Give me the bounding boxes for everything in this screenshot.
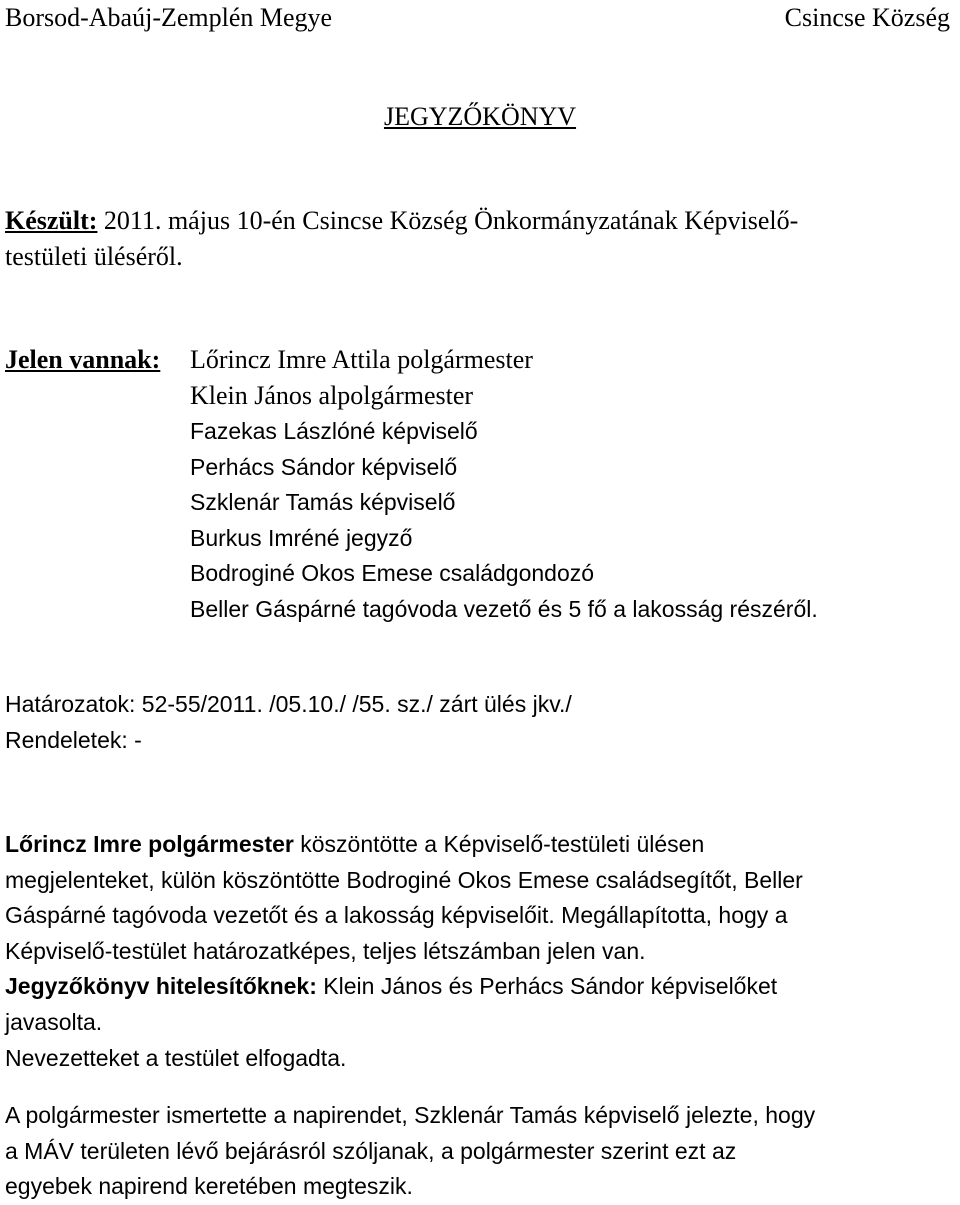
- attendees-row-3: [5, 414, 478, 450]
- attendees-row-5: [5, 485, 456, 521]
- attendee-item: Perhács Sándor képviselő: [190, 453, 458, 480]
- paragraph-line: a MÁV területen lévő bejárásról szóljanak, a polgármester szerint ezt az: [5, 1137, 737, 1164]
- rendeletek-line: Rendeletek: -: [5, 726, 142, 753]
- attendees-block: [5, 342, 818, 628]
- keszult-line-2: testületi üléséről.: [5, 242, 183, 271]
- authenticators-label: Jegyzőkönyv hitelesítőknek:: [5, 973, 317, 1000]
- paragraph-line: javasolta.: [5, 1008, 103, 1035]
- attendees-row-6: [5, 521, 413, 557]
- keszult-text: 2011. május 10-én Csincse Község Önkormányzatának Képviselő-: [97, 206, 799, 235]
- attendee-item: Bodroginé Okos Emese családgondozó: [190, 560, 595, 587]
- keszult-label: Készült:: [5, 206, 98, 235]
- county-header: Borsod-Abaúj-Zemplén Megye: [5, 3, 333, 32]
- attendees-row-7: [5, 556, 595, 592]
- attendee-item: Burkus Imréné jegyző: [190, 524, 413, 551]
- attendee-item: Klein János alpolgármester: [190, 381, 474, 410]
- paragraph-line: [5, 969, 955, 1005]
- document-title: [0, 99, 960, 135]
- paragraph-line: megjelenteket, külön köszöntötte Bodroginé Okos Emese családsegítőt, Beller: [5, 866, 803, 893]
- attendees-row-4: [5, 450, 458, 486]
- village-header: Csincse Község: [784, 3, 950, 32]
- paragraph-line: Gáspárné tagóvoda vezetőt és a lakosság képviselőit. Megállapította, hogy a: [5, 902, 788, 929]
- mayor-name: Lőrincz Imre polgármester: [5, 831, 294, 857]
- paragraph-text: köszöntötte a Képviselő-testületi ülésen: [293, 831, 705, 857]
- attendees-row-1: [5, 342, 533, 378]
- keszult-block: [5, 203, 950, 275]
- paragraph-line: egyebek napirend keretében megteszik.: [5, 1173, 413, 1200]
- attendee-item: Lőrincz Imre Attila polgármester: [190, 345, 533, 374]
- paragraph-line: [5, 827, 955, 863]
- attendee-item: Szklenár Tamás képviselő: [190, 489, 456, 516]
- paragraph-text: Klein János és Perhács Sándor képviselőket: [316, 973, 778, 1000]
- paragraph-line: Nevezetteket a testület elfogadta.: [5, 1044, 347, 1071]
- attendees-label: Jelen vannak:: [5, 345, 161, 374]
- attendee-item: Fazekas Lászlóné képviselő: [190, 418, 478, 444]
- hatarozatok-line: Határozatok: 52-55/2011. /05.10./ /55. sz./ zárt ülés jkv./: [5, 691, 572, 717]
- opening-paragraph: [5, 827, 955, 1076]
- attendees-row-8: [5, 592, 818, 628]
- agenda-paragraph: [5, 1098, 955, 1205]
- paragraph-line: Képviselő-testület határozatképes, teljes létszámban jelen van.: [5, 937, 646, 964]
- document-title-text: JEGYZŐKÖNYV: [383, 102, 577, 131]
- attendee-item: Beller Gáspárné tagóvoda vezető és 5 fő a lakosság részéről.: [190, 595, 818, 622]
- keszult-line-1: [5, 203, 950, 239]
- resolutions-block: [5, 687, 572, 758]
- paragraph-line: A polgármester ismertette a napirendet, Szklenár Tamás képviselő jelezte, hogy: [5, 1102, 816, 1128]
- attendees-row-2: [5, 378, 474, 414]
